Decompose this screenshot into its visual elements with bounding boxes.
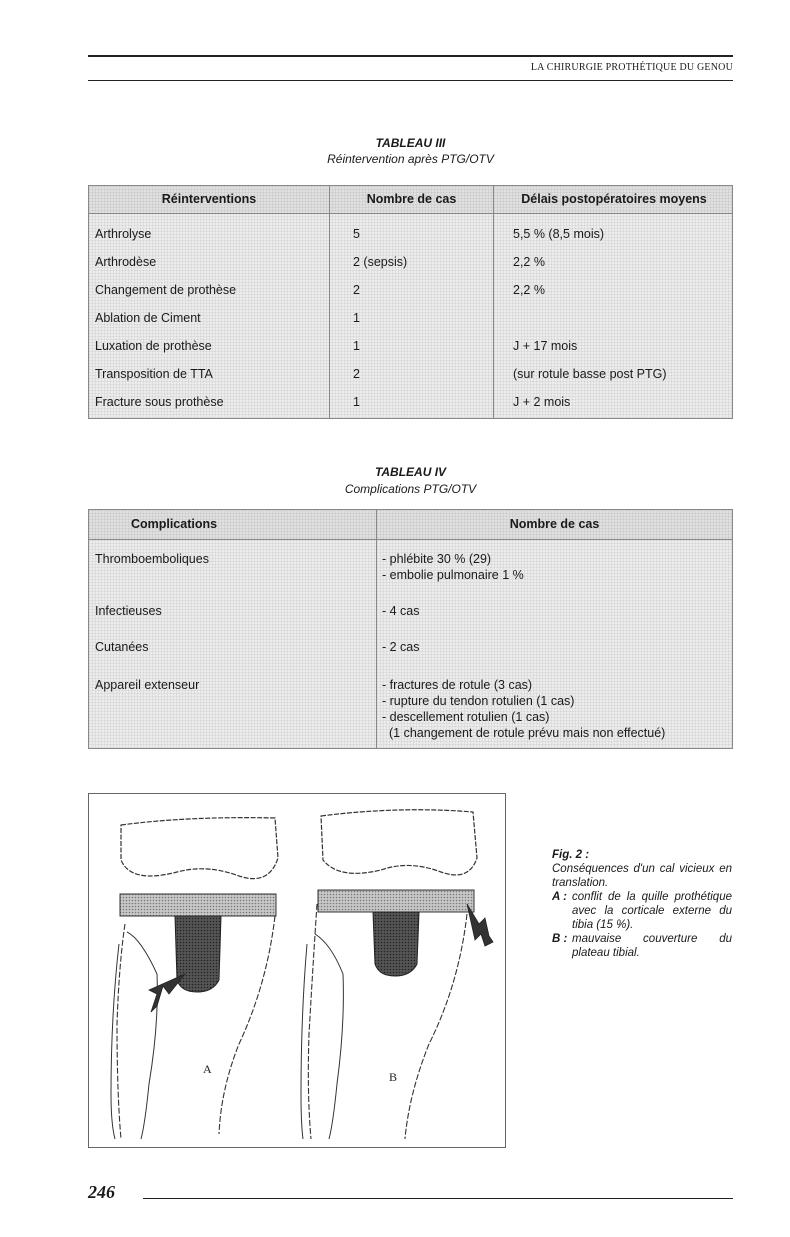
table4-header-cell: Nombre de cas	[509, 517, 600, 531]
table4-cell-label: Thromboemboliques	[95, 552, 209, 566]
table3-cell: 2	[353, 283, 360, 297]
table4-cell-label: Appareil extenseur	[95, 678, 200, 692]
table3-header-cell: Délais postopératoires moyens	[521, 192, 707, 206]
figure-caption-intro: Conséquences d'un cal vicieux en translation.	[552, 863, 732, 889]
figure-caption-item	[552, 932, 732, 960]
table4-cell-line: - 2 cas	[382, 640, 420, 654]
table4-cell-line: - fractures de rotule (3 cas)	[382, 678, 533, 692]
figure-caption-item-label: A :	[552, 891, 567, 903]
page-number: 246	[88, 1182, 115, 1202]
figure-caption-item	[552, 890, 732, 932]
table3-cell: 5,5 % (8,5 mois)	[513, 227, 605, 241]
table3-cell: 2,2 %	[513, 283, 545, 297]
table3-cell: Arthrodèse	[95, 255, 157, 269]
table4-cell-line: - descellement rotulien (1 cas)	[382, 710, 550, 724]
figure-caption	[552, 848, 732, 960]
table3-header-cell: Réinterventions	[161, 192, 257, 206]
table3-title: TABLEAU III	[375, 136, 446, 150]
table3-cell: (sur rotule basse post PTG)	[513, 367, 667, 381]
table3-cell: Ablation de Ciment	[95, 311, 201, 325]
arrow-icon	[149, 974, 185, 1012]
figure-caption-item-text: conflit de la quille prothétique avec la corticale externe du tibia (15 %).	[572, 891, 732, 931]
table3-cell: 2,2 %	[513, 255, 545, 269]
figure-frame	[88, 793, 506, 1148]
table3-cell: 5	[353, 227, 360, 241]
table4-cell-line: (1 changement de rotule prévu mais non effectué)	[389, 726, 666, 740]
table3	[88, 185, 733, 419]
table3-subtitle: Réintervention après PTG/OTV	[327, 152, 494, 166]
table4-cell-line: - phlébite 30 % (29)	[382, 552, 492, 566]
table4-title: TABLEAU IV	[374, 465, 447, 479]
figure-caption-item-text: mauvaise couverture du plateau tibial.	[572, 933, 732, 959]
table3-cell: Fracture sous prothèse	[95, 395, 224, 409]
table3-cell: Arthrolyse	[95, 227, 152, 241]
top-rule	[88, 55, 733, 57]
table4-header-cell: Complications	[130, 517, 218, 531]
table3-cell: J + 2 mois	[513, 395, 571, 409]
table3-cell: Transposition de TTA	[95, 367, 213, 381]
tibial-tray-b	[318, 890, 474, 912]
table4-cell-label: Cutanées	[95, 640, 149, 654]
table4-cell-line: - embolie pulmonaire 1 %	[382, 568, 524, 582]
table3-cell: 1	[353, 395, 360, 409]
table4	[88, 509, 733, 749]
tibial-tray-a	[120, 894, 276, 916]
femur-outline-a	[121, 818, 278, 879]
panel-a	[111, 818, 278, 1139]
panel-a-label: A	[203, 1062, 212, 1076]
figure-caption-item-label: B :	[552, 933, 568, 945]
arrow-icon	[467, 904, 493, 946]
panel-b	[301, 810, 493, 1139]
table3-cell: 2 (sepsis)	[353, 255, 408, 269]
knee-prosthesis-diagram	[89, 794, 505, 1147]
tibial-keel-b	[373, 912, 419, 976]
fibula-outline-a	[111, 932, 157, 1139]
footer-rule	[143, 1198, 733, 1199]
table4-cell-line: - 4 cas	[382, 604, 420, 618]
figure-caption-title: Fig. 2 :	[552, 849, 590, 861]
table3-cell: Luxation de prothèse	[95, 339, 212, 353]
fibula-outline-b	[301, 934, 343, 1139]
table3-cell: J + 17 mois	[513, 339, 578, 353]
table3-cell: 2	[353, 367, 360, 381]
table3-cell: 1	[353, 339, 360, 353]
table4-cell-line: - rupture du tendon rotulien (1 cas)	[382, 694, 575, 708]
table3-cell: Changement de prothèse	[95, 283, 237, 297]
table4-subtitle: Complications PTG/OTV	[344, 482, 477, 496]
panel-b-label: B	[389, 1070, 398, 1084]
table3-header-cell: Nombre de cas	[366, 192, 457, 206]
running-head: LA CHIRURGIE PROTHÉTIQUE DU GENOU	[530, 62, 733, 73]
running-head-rule	[88, 80, 733, 81]
table4-cell-label: Infectieuses	[95, 604, 162, 618]
femur-outline-b	[321, 810, 477, 875]
table3-cell: 1	[353, 311, 360, 325]
tibial-keel-a	[175, 916, 221, 992]
